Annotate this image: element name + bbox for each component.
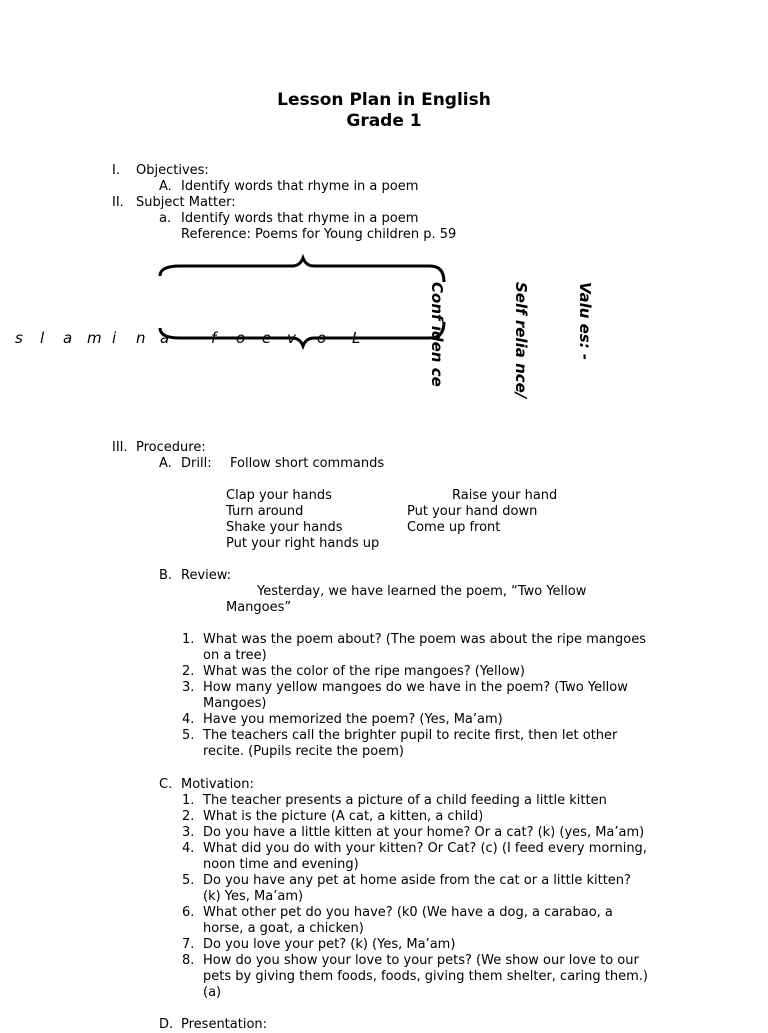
item-letter: a.	[159, 211, 172, 226]
list-item: noon time and evening)	[203, 857, 359, 872]
list-item: What did you do with your kitten? Or Cat? (c) (I feed every morning,	[203, 841, 647, 856]
list-item: Have you memorized the poem? (Yes, Ma’am)	[203, 712, 503, 727]
list-item: What was the poem about? (The poem was about the ripe mangoes	[203, 632, 646, 647]
list-item: Do you have any pet at home aside from the cat or a little kitten?	[203, 873, 631, 888]
command-left: Clap your hands	[226, 488, 332, 503]
command-right: Put your hand down	[407, 504, 538, 519]
subject-matter-label: Subject Matter:	[136, 195, 236, 210]
list-number: 1.	[182, 793, 195, 808]
reference-text: Reference: Poems for Young children p. 59	[181, 227, 457, 242]
list-item: The teacher presents a picture of a child feeding a little kitten	[203, 793, 607, 808]
values-heading: Valu es: -	[576, 282, 594, 361]
presentation-label: Presentation:	[181, 1017, 268, 1032]
item-letter: B.	[159, 568, 173, 583]
review-text-cont: Mangoes”	[226, 600, 292, 615]
list-item: (a)	[203, 985, 222, 1000]
list-number: 7.	[182, 937, 195, 952]
subject-item: Identify words that rhyme in a poem	[181, 211, 419, 226]
command-left: Shake your hands	[226, 520, 343, 535]
drill-description: Follow short commands	[230, 456, 385, 471]
list-item: on a tree)	[203, 648, 267, 663]
item-letter: A.	[159, 179, 172, 194]
document-subtitle: Grade 1	[346, 111, 422, 131]
document-title: Lesson Plan in English	[277, 90, 491, 110]
list-number: 3.	[182, 825, 195, 840]
list-item: pets by giving them foods, foods, giving them shelter, caring them.)	[203, 969, 648, 984]
item-letter: C.	[159, 777, 173, 792]
list-number: 4.	[182, 712, 195, 727]
item-letter: D.	[159, 1017, 174, 1032]
list-item: Do you love your pet? (k) (Yes, Ma’am)	[203, 937, 456, 952]
list-number: 5.	[182, 873, 195, 888]
list-item: What other pet do you have? (k0 (We have a dog, a carabao, a	[203, 905, 613, 920]
command-right: Raise your hand	[452, 488, 558, 503]
list-item: How do you show your love to your pets? (We show our love to our	[203, 953, 639, 968]
list-item: The teachers call the brighter pupil to recite first, then let other	[203, 728, 618, 743]
list-number: 1.	[182, 632, 195, 647]
list-number: 5.	[182, 728, 195, 743]
objective-item: Identify words that rhyme in a poem	[181, 179, 419, 194]
list-number: 6.	[182, 905, 195, 920]
command-left: Turn around	[226, 504, 304, 519]
list-number: 3.	[182, 680, 195, 695]
command-left: Put your right hands up	[226, 536, 380, 551]
review-text: Yesterday, we have learned the poem, “Two Yellow	[257, 584, 587, 599]
list-item: horse, a goat, a chicken)	[203, 921, 364, 936]
item-letter: A.	[159, 456, 172, 471]
section-numeral: III.	[112, 440, 128, 455]
list-item: What is the picture (A cat, a kitten, a child)	[203, 809, 484, 824]
list-item: How many yellow mangoes do we have in the poem? (Two Yellow	[203, 680, 628, 695]
drill-label: Drill:	[181, 456, 212, 471]
list-item: recite. (Pupils recite the poem)	[203, 744, 404, 759]
objectives-label: Objectives:	[136, 163, 209, 178]
value-self-reliance: Self relia nce/	[512, 282, 530, 399]
value-confidence: Conf iden ce	[428, 282, 446, 387]
procedure-label: Procedure:	[136, 440, 206, 455]
review-label: Review:	[181, 568, 232, 583]
list-item: Mangoes)	[203, 696, 267, 711]
section-numeral: II.	[112, 195, 124, 210]
section-numeral: I.	[112, 163, 120, 178]
motivation-label: Motivation:	[181, 777, 254, 792]
list-item: Do you have a little kitten at your home? Or a cat? (k) (yes, Ma’am)	[203, 825, 645, 840]
list-number: 8.	[182, 953, 195, 968]
list-item: (k) Yes, Ma’am)	[203, 889, 304, 904]
list-item: What was the color of the ripe mangoes? (Yellow)	[203, 664, 525, 679]
list-number: 2.	[182, 664, 195, 679]
list-number: 2.	[182, 809, 195, 824]
list-number: 4.	[182, 841, 195, 856]
command-right: Come up front	[407, 520, 501, 535]
